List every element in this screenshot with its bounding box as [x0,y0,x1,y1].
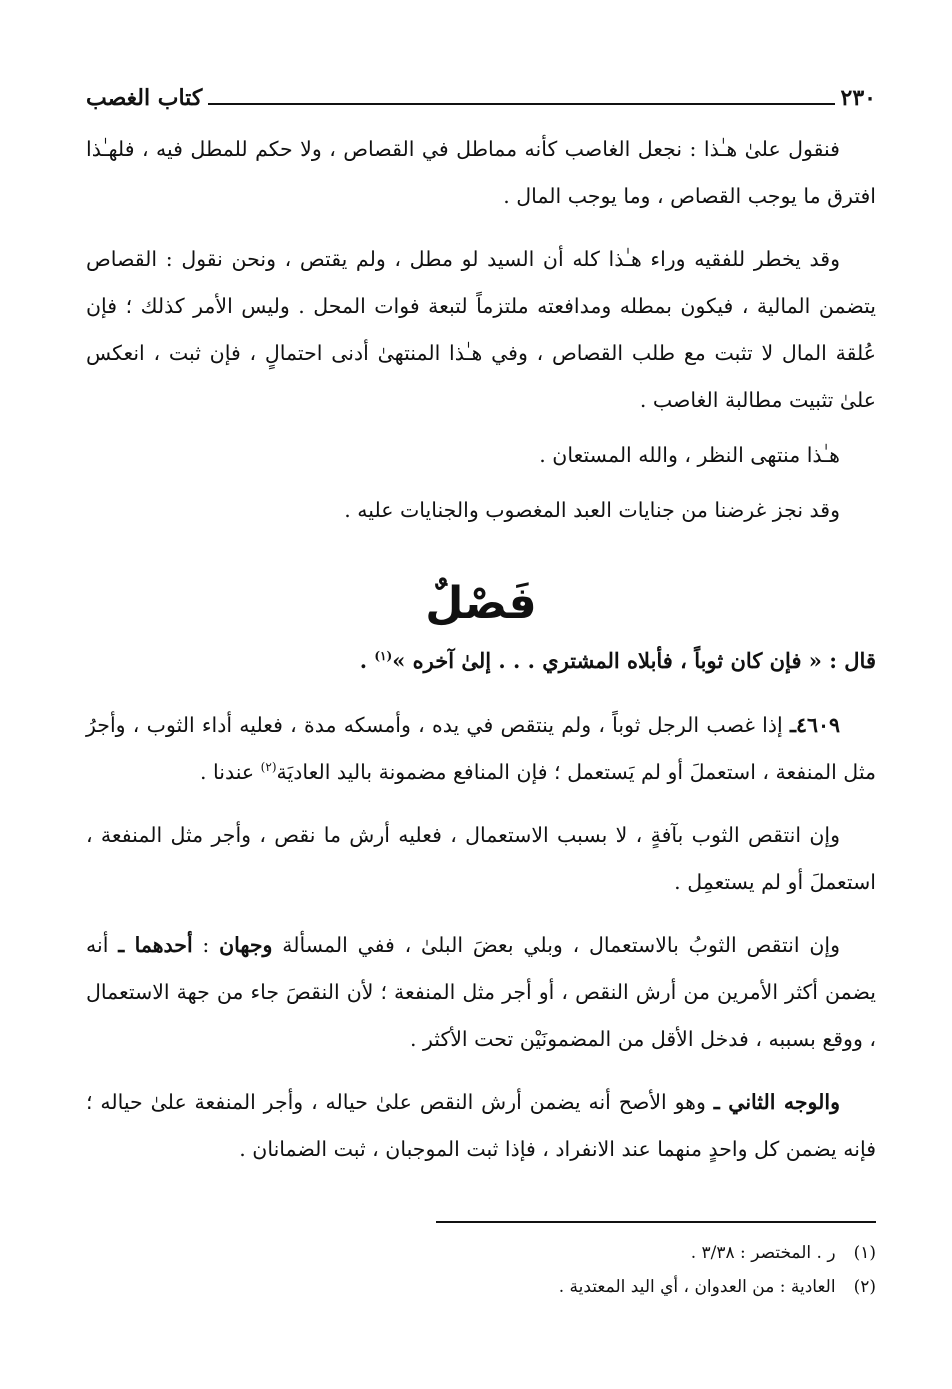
footnote-ref: (١) [374,649,393,663]
qala-statement [86,636,876,686]
first-view-label: أحدهما ـ [118,933,193,957]
book-title: كتاب الغصب [86,85,203,111]
paragraph: وقد يخطر للفقيه وراء هـٰذا كله أن السيد لو مطل ، ولم يقتص ، ونحن نقول : القصاص يتضمن المالية ، فيكون بمطله ومدافعته ملتزماً لتبعة فوات المحل . وليس الأمر كذلك ؛ فإن عُلقة المال لا تثبت مع طلب القصاص ، وفي هـٰذا المنتهىٰ أدنى احتمالٍ ، فإن ثبت ، انعكس علىٰ تثبيت مطالبة الغاصب . [86,247,876,412]
footnote-text: العادية : من العدوان ، أي اليد المعتدية . [558,1277,836,1297]
running-head [86,78,876,118]
issue-number: ٤٦٠٩ـ [789,713,840,737]
footnote-text: ر . المختصر : ٣/٣٨ . [690,1243,836,1263]
footnote [86,1270,876,1304]
issue-text-end: عندنا . [199,760,261,784]
paragraph: هـٰذا منتهى النظر ، والله المستعان . [539,443,840,467]
section-heading: فَصْلٌ [425,578,537,629]
page-number: ٢٣٠ [840,85,876,111]
footnote-ref: (٢) [260,760,277,775]
qala-end: . [359,648,375,673]
footnote-separator [436,1221,876,1223]
paragraph [86,922,876,1063]
footnotes [86,1236,876,1304]
qala-text: قال : « فإن كان ثوباً ، فأبلاه المشتري . . . إلىٰ آخره » [392,648,876,673]
footnote-number: (١) [853,1243,876,1263]
footnote [86,1236,876,1270]
paragraph [86,1079,876,1173]
issue-paragraph [86,702,876,796]
paragraph-text: : [192,933,220,957]
paragraph: فنقول علىٰ هـٰذا : نجعل الغاصب كأنه مماطل في القصاص ، ولا حكم للمطل فيه ، فلهـٰذا افترق ما يوجب القصاص ، وما يوجب المال . [86,137,876,208]
second-view-text: وهو الأصح أنه يضمن أرش النقص علىٰ حياله ، وأجر المنفعة علىٰ حياله ؛ فإنه يضمن كل واحدٍ منهما عند الانفراد ، فإذا ثبت الموجبان ، ثبت الضمانان . [86,1090,876,1161]
paragraph-text: وإن انتقص الثوبُ بالاستعمال ، وبلي بعضَ البلىٰ ، ففي المسألة [272,933,840,957]
book-page [86,78,876,1338]
issue-text: إذا غصب الرجل ثوباً ، ولم ينتقص في يده ، وأمسكه مدة ، فعليه أداء الثوب ، وأجرُ مثل المنفعة ، استعملَ أو لم يَستعمل ؛ فإن المنافع مضمونة باليد العاديَة [86,713,876,784]
footnote-number: (٢) [853,1277,876,1297]
paragraph: وقد نجز غرضنا من جنايات العبد المغصوب والجنايات عليه . [344,498,840,522]
second-view-label: والوجه الثاني ـ [713,1090,840,1114]
first-view-text: أنه يضمن أكثر الأمرين من أرش النقص ، أو أجر مثل المنفعة ؛ لأن النقصَ جاء من جهة الاستعمال ، ووقع بسببه ، فدخل الأقل من المضمونَيْن تحت الأكثر . [86,933,876,1051]
header-rule [208,103,834,105]
paragraph: وإن انتقص الثوب بآفةٍ ، لا بسبب الاستعمال ، فعليه أرش ما نقص ، وأجر مثل المنفعة ، استعملَ أو لم يستعمِل . [86,823,876,894]
two-views-label: وجهان [219,933,273,957]
